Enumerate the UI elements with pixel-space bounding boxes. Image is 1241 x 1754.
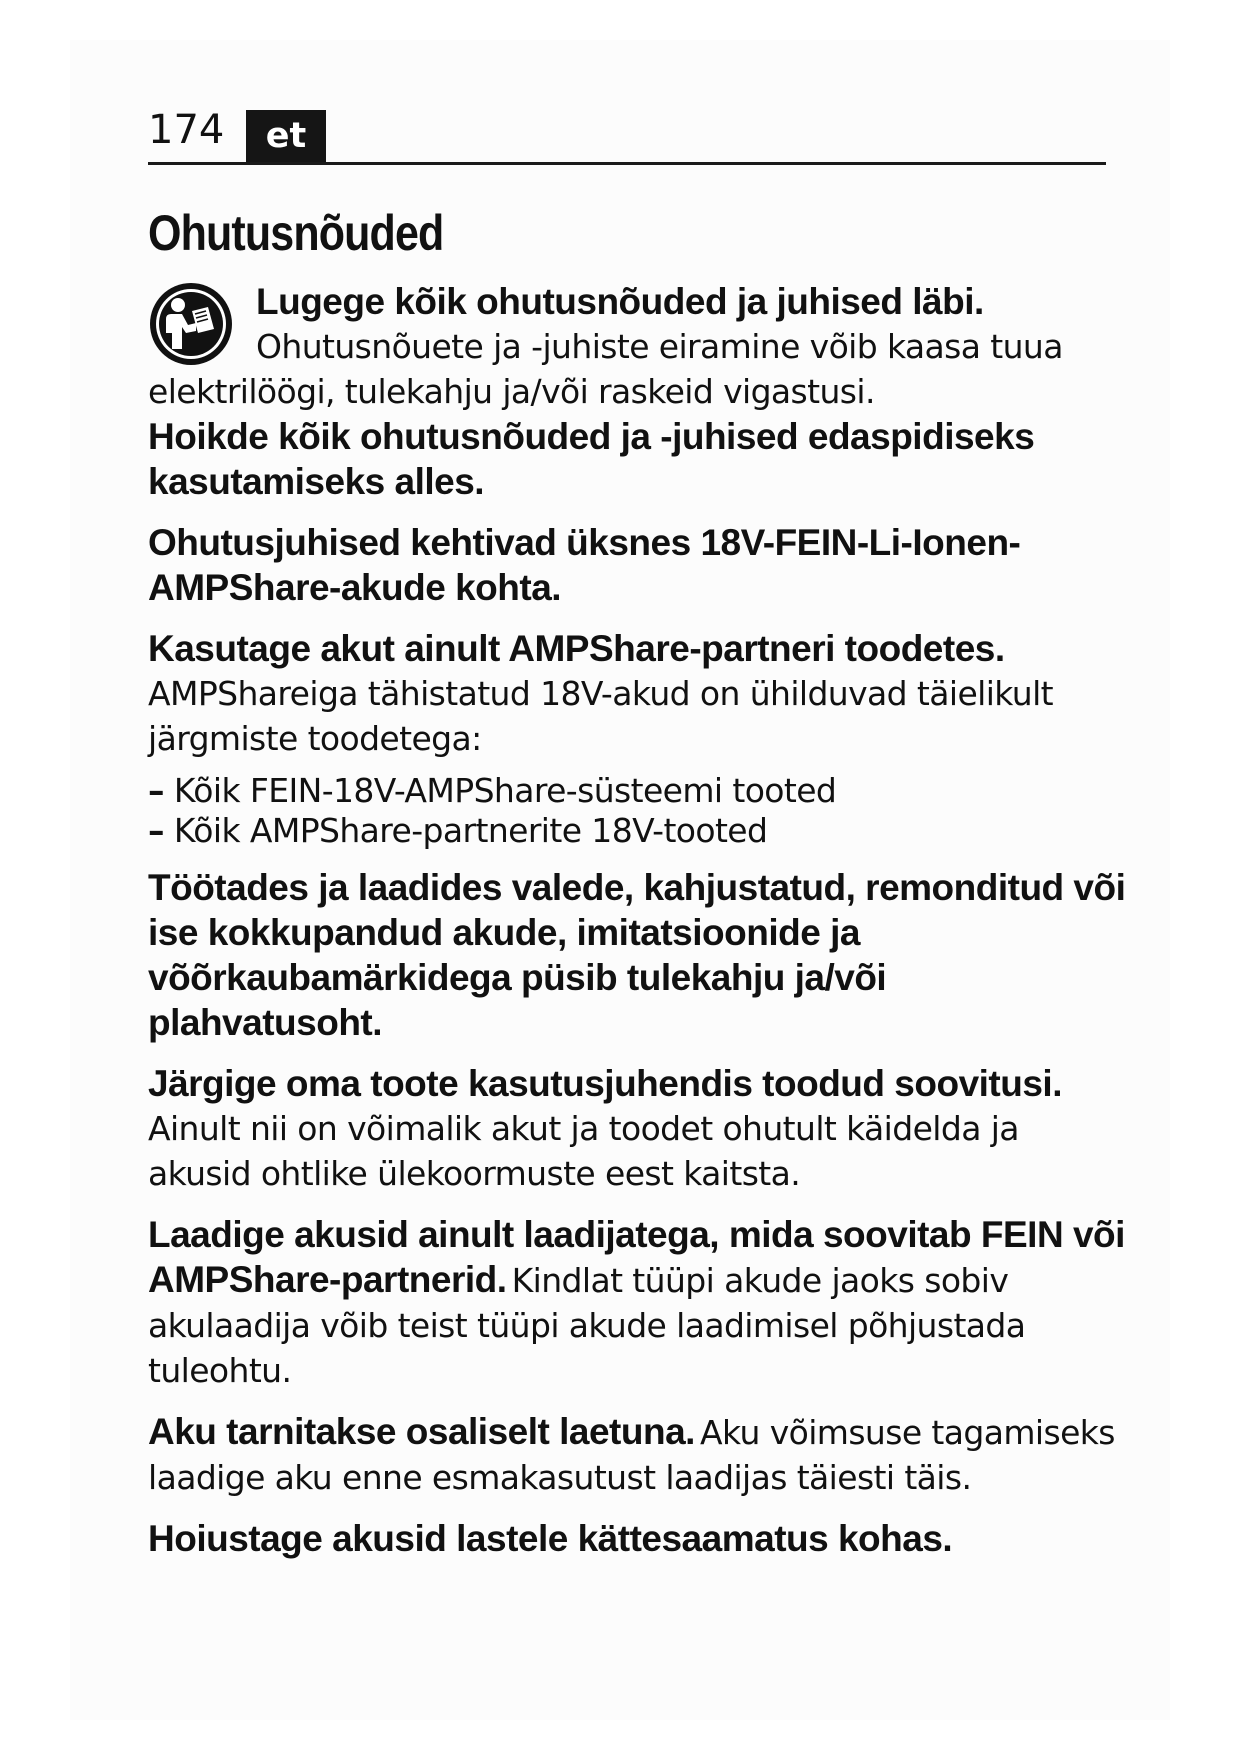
follow-manual-bold: Järgige oma toote kasutusjuhendis toodud soovitusi. [148,1063,1062,1104]
follow-manual-text: Ainult nii on võimalik akut ja toodet ohutult käidelda ja akusid ohtlike ülekoormuste eest kaitsta. [148,1109,1019,1193]
fire-risk-text: Töötades ja laadides valede, kahjustatud, remonditud või ise kokkupandud akude, imitatsioonide ja võõrkaubamärkidega püsib tulekahju ja/või plahvatusoht. [148,867,1126,1043]
page-number: 174 [148,107,225,153]
document-body [148,205,1128,1577]
intro-text: Ohutusnõuete ja -juhiste eiramine võib kaasa tuua elektrilöögi, tulekahju ja/või raskeid vigastusi. [148,327,1063,411]
usage-text: AMPShareiga tähistatud 18V-akud on ühilduvad täielikult järgmiste toodetega: [148,674,1054,758]
storage-paragraph [148,1516,1128,1561]
delivery-paragraph [148,1409,1128,1500]
intro-paragraph [148,279,1128,504]
list-item-text: Kõik FEIN-18V-AMPShare-süsteemi tooted [173,771,837,810]
list-item: – Kõik AMPShare-partnerite 18V-tooted [148,811,768,850]
charging-bold: Laadige akusid ainult laadijatega, mida soovitab FEIN või AMPShare-partnerid. [148,1214,1125,1300]
intro-bold-lead: Lugege kõik ohutusnõuded ja juhised läbi. [256,281,984,322]
page-header [148,103,1106,165]
fire-risk-paragraph [148,865,1128,1045]
scope-paragraph [148,520,1128,610]
delivery-bold: Aku tarnitakse osaliselt laetuna. [148,1411,695,1452]
usage-bold: Kasutage akut ainult AMPShare-partneri toodetes. [148,628,1005,669]
section-title: Ohutusnõuded [148,205,444,261]
follow-manual-paragraph [148,1061,1128,1196]
storage-text: Hoiustage akusid lastele kättesaamatus kohas. [148,1518,953,1559]
language-tag: et [246,110,326,162]
intro-keep-instructions: Hoikde kõik ohutusnõuded ja -juhised edaspidiseks kasutamiseks alles. [148,416,1035,502]
charging-text: Kindlat tüüpi akude jaoks sobiv akulaadija võib teist tüüpi akude laadimisel põhjustada tuleohtu. [148,1261,1026,1390]
read-manual-icon [148,281,234,367]
compatible-products-list [148,771,1128,851]
list-item-text: Kõik AMPShare-partnerite 18V-tooted [173,811,768,850]
charging-paragraph [148,1212,1128,1393]
scope-text: Ohutusjuhised kehtivad üksnes 18V-FEIN-Li-Ionen-AMPShare-akude kohta. [148,522,1021,608]
delivery-text: Aku võimsuse tagamiseks laadige aku enne esmakasutust laadijas täiesti täis. [148,1413,1115,1497]
usage-paragraph [148,626,1128,761]
list-item: – Kõik FEIN-18V-AMPShare-süsteemi tooted [148,771,837,810]
